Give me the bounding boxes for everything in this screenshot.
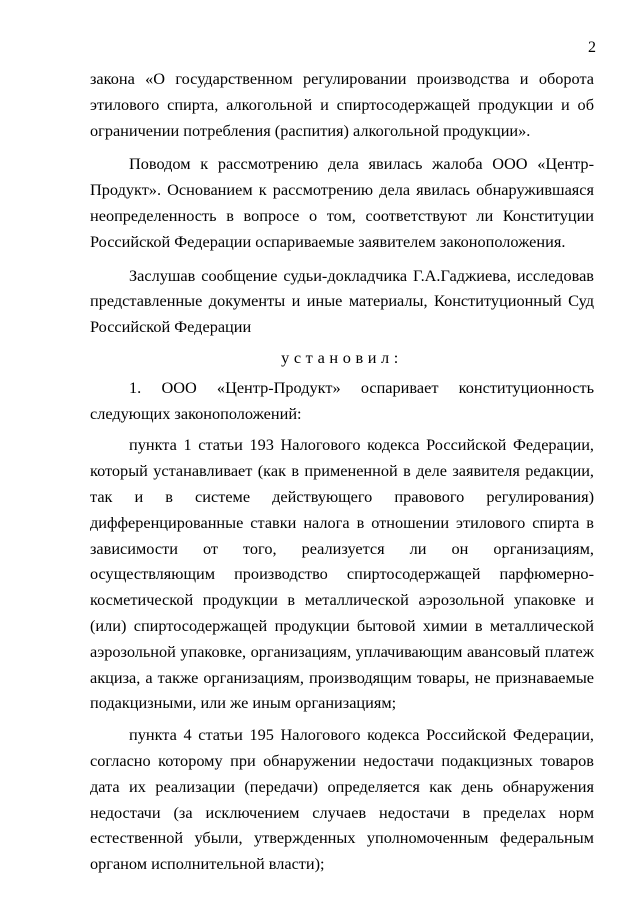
paragraph-law-title-continuation: закона «О государственном регулировании производства и оборота этилового спирта, алкогольной и спиртосодержащей продукции и об ограничении потребления (распития) алкогольной продукции». xyxy=(90,69,594,140)
ruling-heading: установил: xyxy=(281,347,403,367)
paragraph-article-193: пункта 1 статьи 193 Налогового кодекса Российской Федерации, который устанавливает (как в примененной в деле заявителя редакции, так и в системе действующего правового регулирования) дифференцированные ставки налога в отношении этилового спирта в зависимости от того, реализуется ли он организациям, осуществляющим производство спиртосодержащей парфюмерно-косметической продукции в металлической аэрозольной упаковке и (или) спиртосодержащей продукции бытовой химии в металлической аэрозольной упаковке, организациям, уплачивающим авансовый платеж акциза, а также организациям, производящим товары, не признаваемые подакцизными, или же иным организациям; xyxy=(90,435,594,713)
document-body xyxy=(90,66,594,877)
paragraph-contested-provisions: 1. ООО «Центр-Продукт» оспаривает конституционность следующих законоположений: xyxy=(90,377,594,423)
paragraph-article-195: пункта 4 статьи 195 Налогового кодекса Российской Федерации, согласно которому при обнаружении недостачи подакцизных товаров дата их реализации (передачи) определяется как день обнаружения недостачи (за исключением случаев недостачи в пределах норм естественной убыли, утвержденных уполномоченным федеральным органом исполнительной власти); xyxy=(90,725,594,874)
paragraph-case-grounds: Поводом к рассмотрению дела явилась жалоба ООО «Центр-Продукт». Основанием к рассмотрению дела явилась обнаружившаяся неопределенность в вопросе о том, соответствуют ли Конституции Российской Федерации оспариваемые заявителем законоположения. xyxy=(90,154,594,251)
page-number: 2 xyxy=(588,39,596,56)
paragraph-hearing: Заслушав сообщение судьи-докладчика Г.А.Гаджиева, исследовав представленные документы и иные материалы, Конституционный Суд Российской Федерации xyxy=(90,265,594,337)
